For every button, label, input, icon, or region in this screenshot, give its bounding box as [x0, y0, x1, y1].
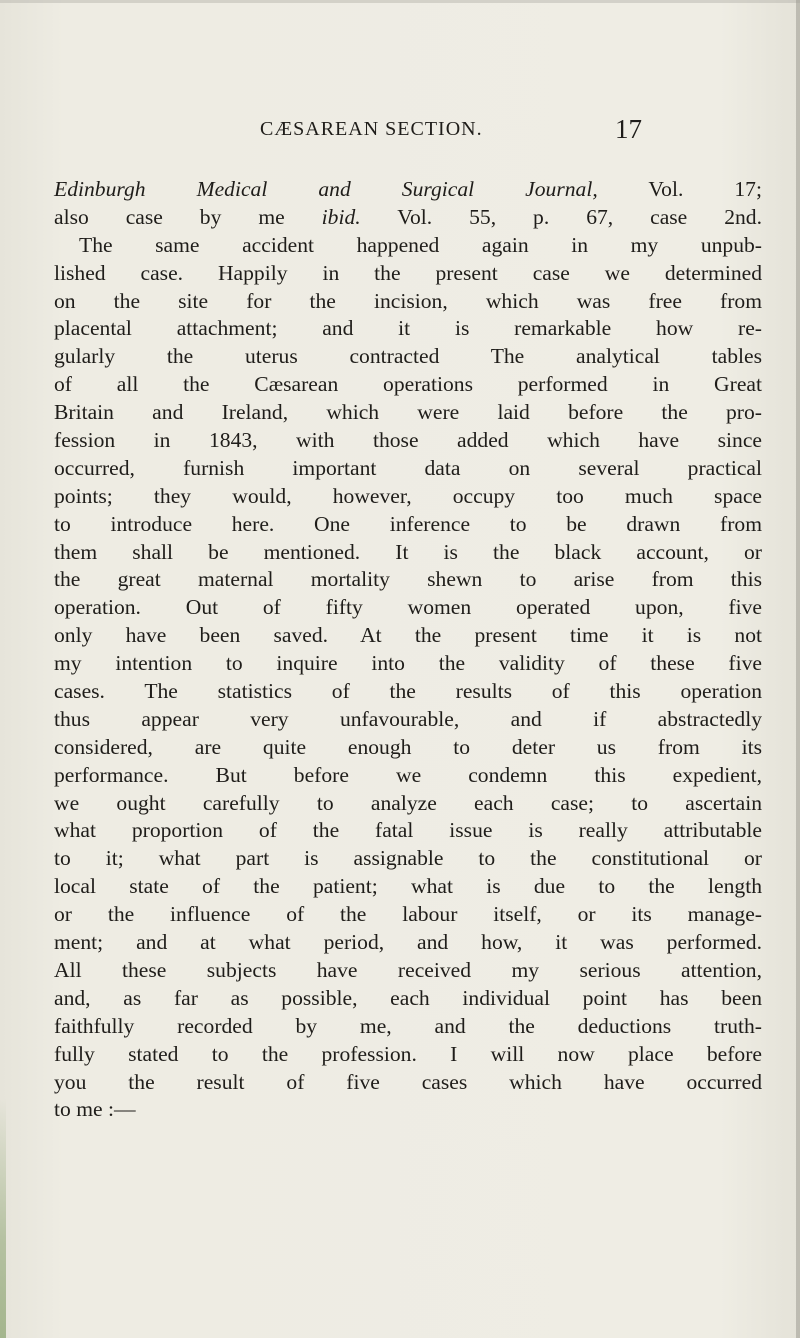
- text-line: considered, are quite enough to deter us from its: [54, 734, 762, 759]
- text-line: of all the Cæsarean operations performed in Great: [54, 372, 762, 397]
- page-left-stain: [0, 1098, 6, 1338]
- text-line: faithfully recorded by me, and the deductions truth-: [54, 1013, 762, 1038]
- text-line: ment; and at what period, and how, it was performed.: [54, 930, 762, 955]
- text-line: fession in 1843, with those added which have since: [54, 428, 762, 453]
- text-line: also case by me ibid. Vol. 55, p. 67, case 2nd.: [54, 204, 762, 229]
- text-line: local state of the patient; what is due to the length: [54, 874, 762, 899]
- text-line: only have been saved. At the present time it is not: [54, 623, 762, 648]
- text-line: to it; what part is assignable to the constitutional or: [54, 846, 762, 871]
- page-right-edge: [796, 0, 800, 1338]
- text-line: to introduce here. One inference to be drawn from: [54, 511, 762, 536]
- text-line: fully stated to the profession. I will now place before: [54, 1041, 762, 1066]
- text-line: or the influence of the labour itself, or its manage-: [54, 902, 762, 927]
- running-head: [260, 114, 680, 148]
- text-line: you the result of five cases which have occurred: [54, 1069, 762, 1094]
- text-line: The same accident happened again in my unpub-: [79, 232, 762, 257]
- text-line: Edinburgh Medical and Surgical Journal, Vol. 17;: [54, 177, 762, 201]
- body-paragraph: [54, 176, 762, 1124]
- running-head-title: CÆSAREAN SECTION.: [260, 118, 483, 140]
- text-line: points; they would, however, occupy too much space: [54, 483, 762, 508]
- text-line: cases. The statistics of the results of this operation: [54, 679, 762, 704]
- text-line: and, as far as possible, each individual point has been: [54, 985, 762, 1010]
- text-line: my intention to inquire into the validity of these five: [54, 651, 762, 676]
- text-line: them shall be mentioned. It is the black account, or: [54, 539, 762, 564]
- page-number: 17: [615, 114, 642, 144]
- text-line: to me :—: [54, 1097, 136, 1122]
- text-line: Britain and Ireland, which were laid before the pro-: [54, 400, 762, 425]
- text-line: operation. Out of fifty women operated upon, five: [54, 595, 762, 620]
- text-line: occurred, furnish important data on several practical: [54, 455, 762, 480]
- text-line: on the site for the incision, which was free from: [54, 288, 762, 313]
- ibid-abbreviation: ibid.: [321, 204, 361, 229]
- text-line: All these subjects have received my serious attention,: [54, 957, 762, 982]
- text-line: thus appear very unfavourable, and if abstractedly: [54, 706, 762, 731]
- text-line: lished case. Happily in the present case we determined: [54, 260, 762, 285]
- text-line: the great maternal mortality shewn to arise from this: [54, 567, 762, 592]
- text-line: we ought carefully to analyze each case; to ascertain: [54, 790, 762, 815]
- page-top-edge: [0, 0, 800, 3]
- text-line: what proportion of the fatal issue is really attributable: [54, 818, 762, 843]
- text-line: gularly the uterus contracted The analytical tables: [54, 344, 762, 369]
- text-line: placental attachment; and it is remarkable how re-: [54, 316, 762, 341]
- text-line: performance. But before we condemn this expedient,: [54, 762, 762, 787]
- journal-title: Edinburgh Medical and Surgical Journal,: [54, 177, 598, 201]
